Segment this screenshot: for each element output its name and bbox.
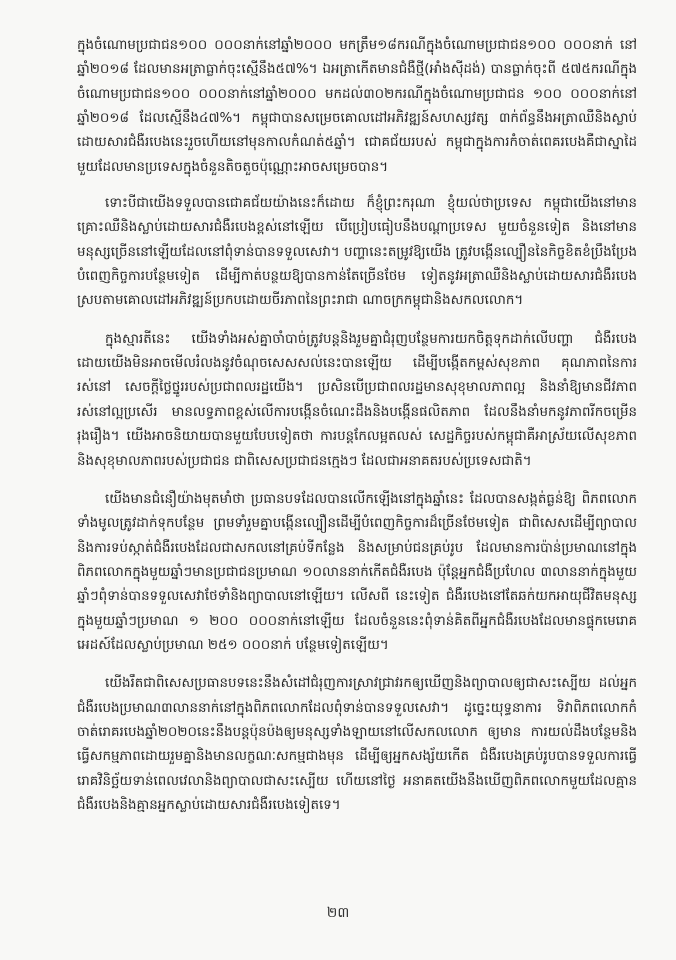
paragraph-2: ទោះបីជាយើងទទួលបានជោគជ័យយ៉ាងនេះក៏ដោយ ក៏ខ្ញុំព្រះករុណា ខ្ញុំយល់ថាប្រទេស កម្ពុជាយើងនៅមានគ្រោះឈឺនិងស្លាប់ដោយសារជំងឺរបេងខ្ពស់នៅឡើយ បើប្រៀបធៀបនឹងបណ្តាប្រទេស មួយចំនួនទៀត និងនៅមានមនុស្សច្រើននៅឡើយដែលនៅពុំទាន់បានទទួលសេវា។ បញ្ហានេះតម្រូវឱ្យយើង ត្រូវបង្កើនល្បឿននៃកិច្ចខិតខំប្រឹងប្រែងបំពេញកិច្ចការបន្ថែមទៀត ដើម្បីកាត់បន្ថយឱ្យបានកាន់តែច្រើនថែម ទៀតនូវអត្រាឈឺនិងស្លាប់ដោយសារជំងឺរបេង ស្របតាមគោលដៅអភិវឌ្ឍន៍ប្រកបដោយចីរភាពនៃព្រះរាជា ណាចក្រកម្ពុជានិងសកលលោក។ (77, 196, 637, 309)
paragraph-4: យើងមានជំនឿយ៉ាងមុតមាំថា ប្រធានបទដែលបានលើកឡើងនៅក្នុងឆ្នាំនេះ ដែលបានសង្កត់ធ្ងន់ឱ្យ ពិភពលោកទាំងមូលត្រូវដាក់ទុកបន្ថែម ព្រមទាំរួមគ្នាបង្កើនល្បឿនដើម្បីបំពេញកិច្ចការដ៏ច្រើនថែមទៀត ជាពិសេសដើម្បីព្យាបាលនិងការទប់ស្កាត់ជំងឺរបេងដែលជាសកលនៅគ្រប់ទីកន្លែង និងសម្រាប់ជនគ្រប់រូប ដែលមានការប៉ាន់ប្រមាណនៅក្នុងពិភពលោកក្នុងមួយឆ្នាំៗមានប្រជាជនប្រមាណ ១០លាននាក់កើតជំងឺរបេង ប៉ុន្តែអ្នកជំងឺប្រហែល ៣លាននាក់ក្នុងមួយឆ្នាំៗពុំទាន់បានទទួលសេវាថែទាំនិងព្យាបាលនៅឡើយ។ លើសពី នេះទៀត ជំងឺរបេងនៅតែឆក់យកអាយុជីវិតមនុស្សក្នុងមួយឆ្នាំៗប្រមាណ ១ ២០០ ០០០នាក់នៅឡើយ ដែលចំនួននេះពុំទាន់គិតពីអ្នកជំងឺរបេងដែលមានផ្ទុកមេរោគអេដស៍ដែលស្លាប់ប្រមាណ ២៥១ ០០០នាក់ បន្ថែមទៀតឡើយ។ (77, 491, 637, 653)
page-number: ២៣ (326, 905, 350, 921)
paragraph-5: យើងរឹតជាពិសេសប្រធានបទនេះនឹងសំដៅជំរុញការស្រាវជ្រាវរកឲ្យឃើញនិងព្យាបាលឲ្យជាសះស្បើយ ដល់អ្នកជំងឺរបេងប្រមាណ៣លាននាក់នៅក្នុងពិភពលោកដែលពុំទាន់បានទទួលសេវា។ ដូច្នេះយុទ្ធនាការ ទិវាពិភពលោកកំចាត់រោគរបេងឆ្នាំ២០២០នេះនឹងបន្តប៉ុនប៉ងឲ្យមនុស្សទាំងឡាយនៅលើសកលលោក ឲ្យមាន ការយល់ដឹងបន្ថែមនិងធ្វើសកម្មភាពដោយរួមគ្នានិងមានលក្ខណៈសកម្មជាងមុន ដើម្បីឲ្យអ្នកសង្ស័យកើត ជំងឺរបេងគ្រប់រូបបានទទួលការធ្វើរោគវិនិច្ឆ័យទាន់ពេលវេលានិងព្យាបាលជាសះស្បើយ ហើយនៅថ្ងៃ អនាគតយើងនឹងឃើញពិភពលោកមួយដែលគ្មានជំងឺរបេងនិងគ្មានអ្នកស្លាប់ដោយសារជំងឺរបេងទៀតទេ។ (77, 676, 637, 813)
paragraph-1: ក្នុងចំណោមប្រជាជន១០០ ០០០នាក់នៅឆ្នាំ២០០០ មកត្រឹម១៨ករណីក្នុងចំណោមប្រជាជន១០០ ០០០នាក់ នៅឆ្នាំ២០១៨ ដែលមានអត្រាធ្លាក់ចុះស្មើនឹង៥៧%។ ឯអត្រាកើតមានជំងឺថ្មី(អាំងស៊ីដង់) បានធ្លាក់ចុះពី ៥៧៥ករណីក្នុងចំណោមប្រជាជន១០០ ០០០នាក់នៅឆ្នាំ២០០០ មកដល់៣០២ករណីក្នុងចំណោមប្រជាជន ១០០ ០០០នាក់នៅឆ្នាំ២០១៨ ដែលស្មើនឹង៤៧%។ កម្ពុជាបានសម្រេចគោលដៅអភិវឌ្ឍន៍សហស្សវត្ស ៣ក់ព័ន្ធនឹងអត្រាឈឺនិងស្លាប់ដោយសារជំងឺរបេងនេះរួចហើយនៅមុនកាលកំណត់៥ឆ្នាំ។ ជោគជ័យរបស់ កម្ពុជាក្នុងការកំចាត់ពេគរបេងគឺជាស្នាដៃមួយដែលមានប្រទេសក្នុងចំនួនតិចតួចប៉ុណ្ណោះអាចសម្រេចបាន។ (77, 38, 637, 175)
paragraph-3: ក្នុងស្មារតីនេះ យើងទាំងអស់គ្នាចាំបាច់ត្រូវបន្តនិងរួមគ្នាជំរុញបន្ថែមការយកចិត្តទុកដាក់លើបញ្ហា ជំងឺរបេង ដោយយើងមិនអាចមើលរំលងនូវចំណុចសេសសល់នេះបានឡើយ ដើម្បីបង្កើតកម្ពស់សុខភាព គុណភាពនៃការរស់នៅ សេចក្តីថ្លៃថ្នូររបស់ប្រជាពលរដ្ឋយើង។ ប្រសិនបើប្រជាពលរដ្ឋមានសុខុមាលភាពល្អ និងនាំឱ្យមានជីវភាពរស់នៅល្អប្រសើរ មានលទ្ធភាពខ្ពស់លើការបង្កើនចំណេះដឹងនិងបង្កើនផលិតភាព ដែលនឹងនាំមកនូវភាពរីកចម្រើនរុងរឿង។ យើងអាចនិយាយបានមួយបែបទៀតថា ការបន្តកែលម្អតលស់ សេដ្ឋកិច្ចរបស់កម្ពុជាគឺអាស្រ័យលើសុខភាពនិងសុខុមាលភាពរបស់ប្រជាជន ជាពិសេសប្រជាជនក្មេងៗ ដែលជាអនាគតរបស់ប្រទេសជាតិ។ (77, 331, 637, 469)
document-body (77, 34, 637, 818)
